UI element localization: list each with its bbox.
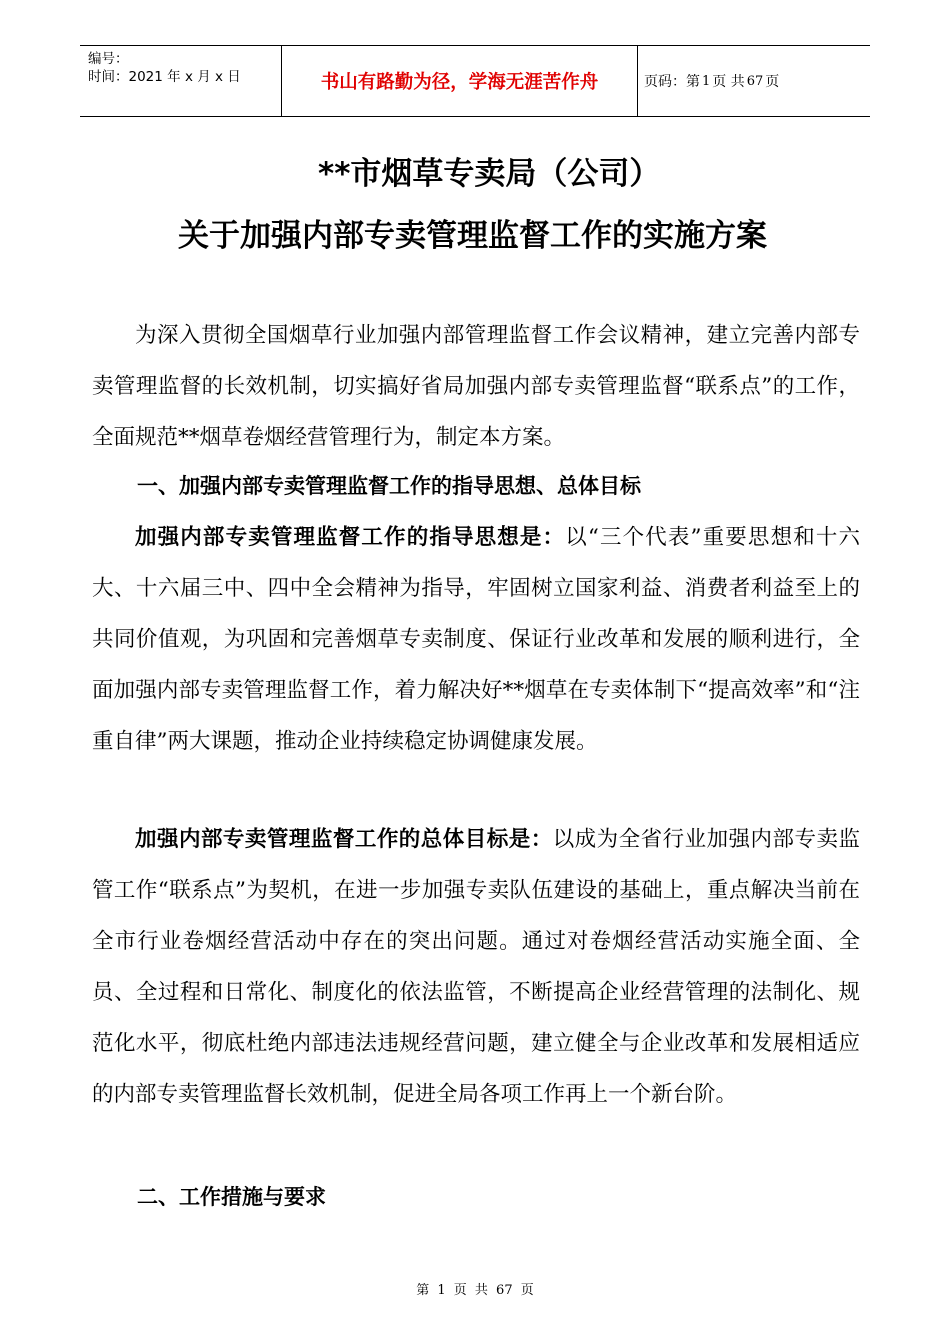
document-header: [80, 45, 870, 117]
goal-paragraph: [92, 814, 860, 1120]
page-total: 67: [746, 73, 764, 89]
goal-lead: 加强内部专卖管理监督工作的总体目标是：: [135, 827, 553, 852]
section1-heading: 一、加强内部专卖管理监督工作的指导思想、总体目标: [137, 474, 641, 498]
time-label: 时间：2021 年 x 月 x 日: [88, 69, 241, 85]
page-suffix: 页: [765, 74, 780, 90]
header-motto: 书山有路勤为径，学海无涯苦作舟: [282, 46, 638, 116]
header-meta: [80, 46, 282, 116]
page-number: 1: [702, 73, 711, 89]
document-title-line2: 关于加强内部专卖管理监督工作的实施方案: [178, 218, 767, 254]
goal-text: 以成为全省行业加强内部专卖监管工作“联系点”为契机，在进一步加强专卖队伍建设的基础上，重点解决当前在全市行业卷烟经营活动中存在的突出问题。通过对卷烟经营活动实施全面、全员、全过程和日常化、制度化的依法监管，不断提高企业经营管理的法制化、规范化水平，彻底杜绝内部违法违规经营问题，建立健全与企业改革和发展相适应的内部专卖管理监督长效机制，促进全局各项工作再上一个新台阶。: [92, 827, 860, 1107]
document-title-line1: **市烟草专卖局（公司）: [318, 156, 661, 192]
guideline-lead: 加强内部专卖管理监督工作的指导思想是：: [135, 525, 566, 550]
header-page-info: [638, 46, 870, 116]
page-prefix: 页码：第: [644, 74, 700, 90]
page-footer: 第 1 页 共 67 页: [416, 1283, 534, 1298]
guideline-text: 以“三个代表”重要思想和十六大、十六届三中、四中全会精神为指导，牢固树立国家利益、消费者利益至上的共同价值观，为巩固和完善烟草专卖制度、保证行业改革和发展的顺利进行，全面加强内部专卖管理监督工作，着力解决好**烟草在专卖体制下“提高效率”和“注重自律”两大课题，推动企业持续稳定协调健康发展。: [92, 525, 860, 754]
intro-paragraph: 为深入贯彻全国烟草行业加强内部管理监督工作会议精神，建立完善内部专卖管理监督的长效机制，切实搞好省局加强内部专卖管理监督“联系点”的工作，全面规范**烟草卷烟经营管理行为，制定本方案。: [92, 323, 860, 450]
guideline-paragraph: [92, 512, 860, 767]
number-label: 编号：: [88, 51, 129, 67]
section2-heading: 二、工作措施与要求: [137, 1185, 326, 1209]
page-mid: 页 共: [712, 74, 745, 90]
